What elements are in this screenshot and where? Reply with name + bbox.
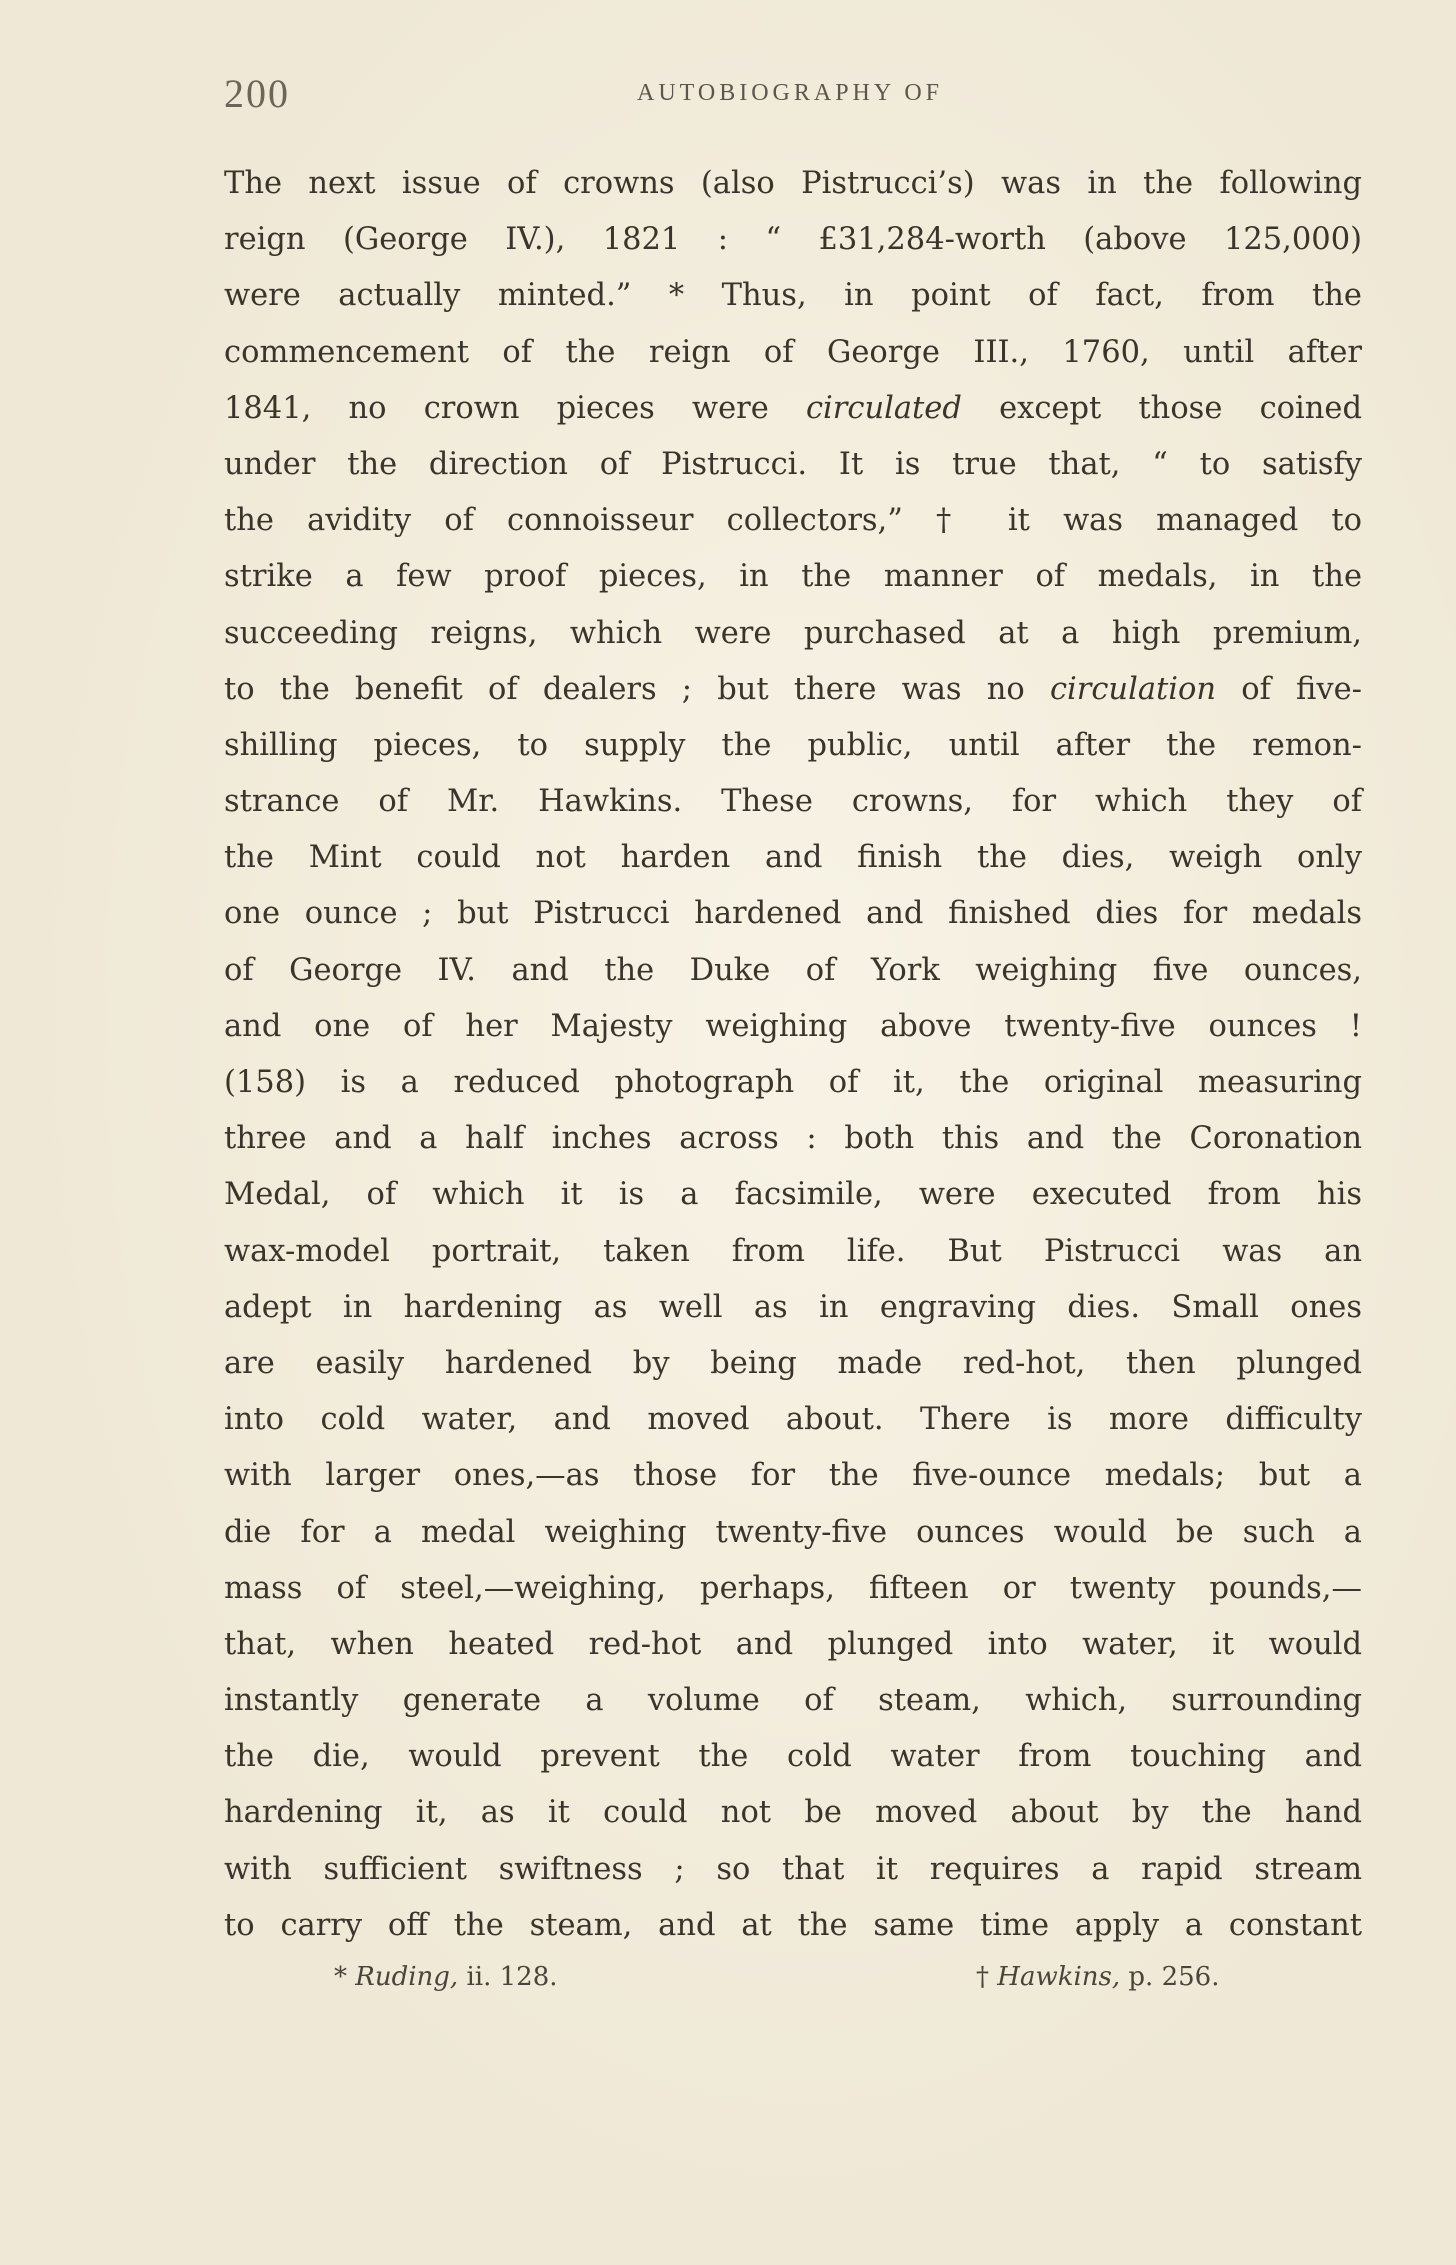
- text-line: the avidity of connoisseur collectors,” † it was managed to: [224, 503, 1362, 539]
- text-line: with sufficient swiftness ; so that it requires a rapid stream: [224, 1851, 1362, 1887]
- text-line: with larger ones,—as those for the five-ounce medals; but a: [224, 1458, 1362, 1494]
- text-line: adept in hardening as well as in engraving dies. Small ones: [224, 1289, 1362, 1325]
- footnotes: [224, 1962, 1362, 2012]
- text-line: strike a few proof pieces, in the manner of medals, in the: [224, 559, 1362, 595]
- text-line: that, when heated red-hot and plunged into water, it would: [224, 1626, 1362, 1662]
- text-line: of George IV. and the Duke of York weighing five ounces,: [224, 952, 1362, 988]
- footnote-ruding: * Ruding, ii. 128.: [334, 1962, 558, 1992]
- page-header: [224, 66, 1356, 126]
- italic-emphasis: circulated: [805, 390, 962, 426]
- text-line: wax-model portrait, taken from life. But Pistrucci was an: [224, 1233, 1362, 1269]
- text-line: mass of steel,—weighing, perhaps, fifteen or twenty pounds,—: [224, 1570, 1362, 1606]
- text-line: under the direction of Pistrucci. It is true that, “ to satisfy: [224, 446, 1362, 482]
- text-line: the Mint could not harden and finish the dies, weigh only: [224, 840, 1362, 876]
- text-line: reign (George IV.), 1821 : “ £31,284-worth (above 125,000): [224, 222, 1362, 258]
- italic-emphasis: circulation: [1049, 671, 1217, 707]
- text-line: one ounce ; but Pistrucci hardened and finished dies for medals: [224, 896, 1362, 932]
- text-line: The next issue of crowns (also Pistrucci’s) was in the following: [224, 166, 1362, 201]
- body-text: [224, 156, 1362, 1954]
- page-number: 200: [224, 71, 290, 116]
- text-line: to carry off the steam, and at the same time apply a constant: [224, 1907, 1362, 1943]
- text-line: three and a half inches across : both this and the Coronation: [224, 1121, 1362, 1157]
- text-line: are easily hardened by being made red-hot, then plunged: [224, 1345, 1362, 1381]
- footnote-source: Hawkins,: [997, 1962, 1121, 1992]
- text-line: Medal, of which it is a facsimile, were executed from his: [224, 1177, 1362, 1213]
- text-line: commencement of the reign of George III., 1760, until after: [224, 334, 1362, 370]
- text-line: strance of Mr. Hawkins. These crowns, for which they of: [224, 784, 1362, 820]
- text-line: and one of her Majesty weighing above twenty-five ounces !: [224, 1008, 1362, 1044]
- running-head: AUTOBIOGRAPHY OF: [636, 80, 944, 106]
- text-line: were actually minted.” * Thus, in point of fact, from the: [224, 278, 1362, 314]
- text-line: shilling pieces, to supply the public, until after the remon-: [224, 727, 1362, 763]
- text-line: into cold water, and moved about. There is more difficulty: [224, 1402, 1362, 1438]
- text-line: instantly generate a volume of steam, which, surrounding: [224, 1683, 1362, 1719]
- text-line: (158) is a reduced photograph of it, the original measuring: [224, 1065, 1362, 1100]
- text-line: die for a medal weighing twenty-five ounces would be such a: [224, 1514, 1362, 1550]
- text-line: to the benefit of dealers ; but there was no circulation of five-: [224, 671, 1362, 707]
- text-line: 1841, no crown pieces were circulated except those coined: [224, 390, 1362, 426]
- text-line: the die, would prevent the cold water from touching and: [224, 1739, 1362, 1775]
- text-line: hardening it, as it could not be moved about by the hand: [224, 1795, 1362, 1831]
- text-line: succeeding reigns, which were purchased at a high premium,: [224, 615, 1362, 651]
- footnote-source: Ruding,: [355, 1962, 459, 1992]
- footnote-hawkins: † Hawkins, p. 256.: [976, 1962, 1220, 1992]
